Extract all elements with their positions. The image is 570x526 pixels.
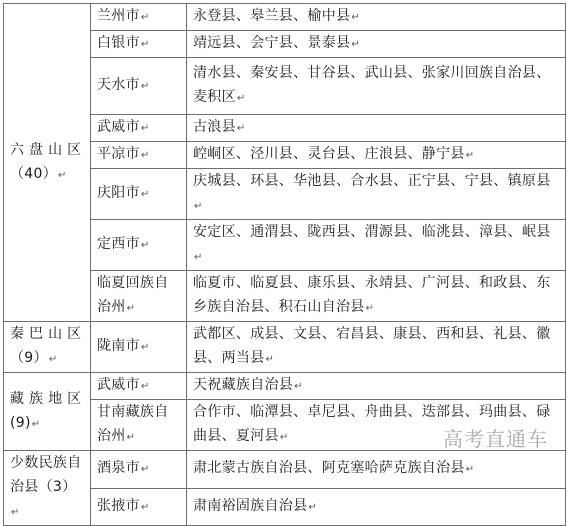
region-cell: 少数民族自 治县（3）↵ (4, 451, 91, 526)
counties-cell: 安定区、通渭县、陇西县、渭源县、临洮县、漳县、岷县↵ (187, 220, 566, 271)
paragraph-mark: ↵ (31, 418, 41, 430)
city-cell: 平凉市↵ (91, 142, 187, 169)
city-cell: 武威市↵ (91, 373, 187, 400)
paragraph-mark: ↵ (11, 507, 20, 518)
paragraph-mark: ↵ (465, 150, 475, 161)
watermark: 高考直通车 (443, 427, 548, 451)
counties-cell: 崆峒区、泾川县、灵台县、庄浪县、静宁县↵ (187, 142, 566, 169)
paragraph-mark: ↵ (140, 150, 150, 161)
paragraph-mark: ↵ (265, 354, 274, 365)
region-cell: 秦 巴 山 区 （9）↵ (4, 322, 91, 373)
paragraph-mark: ↵ (140, 464, 150, 476)
counties-cell: 肃南裕固族自治县↵ (187, 488, 566, 526)
city-cell: 庆阳市↵ (91, 169, 187, 220)
paragraph-mark: ↵ (365, 303, 374, 314)
paragraph-mark: ↵ (140, 501, 150, 513)
city-cell: 临夏回族自治州↵ (91, 271, 187, 322)
paragraph-mark: ↵ (279, 432, 289, 443)
city-cell: 陇南市↵ (91, 322, 187, 373)
paragraph-mark: ↵ (236, 123, 246, 134)
city-cell: 酒泉市↵ (91, 451, 187, 489)
paragraph-mark: ↵ (126, 303, 135, 314)
paragraph-mark: ↵ (351, 39, 360, 50)
paragraph-mark: ↵ (140, 342, 150, 353)
paragraph-mark: ↵ (140, 189, 150, 200)
counties-cell: 古浪县↵ (187, 115, 566, 142)
counties-cell: 合作市、临潭县、卓尼县、舟曲县、迭部县、玛曲县、碌曲县、夏河县↵ (187, 400, 566, 451)
paragraph-mark: ↵ (294, 381, 303, 392)
paragraph-mark: ↵ (140, 381, 150, 392)
counties-cell: 天祝藏族自治县↵ (187, 373, 566, 400)
region-cell: 藏 族 地 区 (9)↵ (4, 373, 91, 451)
city-cell: 天水市↵ (91, 58, 187, 115)
counties-cell: 靖远县、会宁县、景泰县↵ (187, 31, 566, 58)
city-cell: 甘南藏族自治州↵ (91, 400, 187, 451)
paragraph-mark: ↵ (140, 12, 150, 23)
paragraph-mark: ↵ (351, 12, 360, 23)
city-cell: 定西市↵ (91, 220, 187, 271)
paragraph-mark: ↵ (58, 169, 67, 181)
table-row (4, 322, 566, 373)
paragraph-mark: ↵ (140, 240, 150, 251)
paragraph-mark: ↵ (126, 432, 135, 443)
paragraph-mark: ↵ (194, 252, 203, 263)
city-cell: 武威市↵ (91, 115, 187, 142)
counties-cell: 永登县、皋兰县、榆中县↵ (187, 4, 566, 31)
counties-cell: 武都区、成县、文县、宕昌县、康县、西和县、礼县、徽县、两当县↵ (187, 322, 566, 373)
paragraph-mark: ↵ (236, 93, 246, 104)
paragraph-mark: ↵ (140, 39, 150, 50)
counties-cell: 清水县、秦安县、甘谷县、武山县、张家川回族自治县、麦积区↵ (187, 58, 566, 115)
city-cell: 张掖市↵ (91, 488, 187, 526)
paragraph-mark: ↵ (48, 354, 58, 365)
table-row (4, 4, 566, 31)
counties-cell: 肃北蒙古族自治县、阿克塞哈萨克族自治县↵ (187, 451, 566, 489)
paragraph-mark: ↵ (194, 201, 203, 212)
table-row (4, 451, 566, 489)
city-cell: 兰州市↵ (91, 4, 187, 31)
paragraph-mark: ↵ (140, 123, 150, 134)
region-cell: 六 盘 山 区 （40）↵ (4, 4, 91, 322)
paragraph-mark: ↵ (308, 501, 317, 513)
paragraph-mark: ↵ (465, 464, 475, 476)
paragraph-mark: ↵ (140, 81, 150, 92)
counties-cell: 临夏市、临夏县、康乐县、永靖县、广河县、和政县、东乡族自治县、积石山自治县↵ (187, 271, 566, 322)
counties-cell: 庆城县、环县、华池县、合水县、正宁县、宁县、镇原县↵ (187, 169, 566, 220)
table-row (4, 373, 566, 400)
city-cell: 白银市↵ (91, 31, 187, 58)
